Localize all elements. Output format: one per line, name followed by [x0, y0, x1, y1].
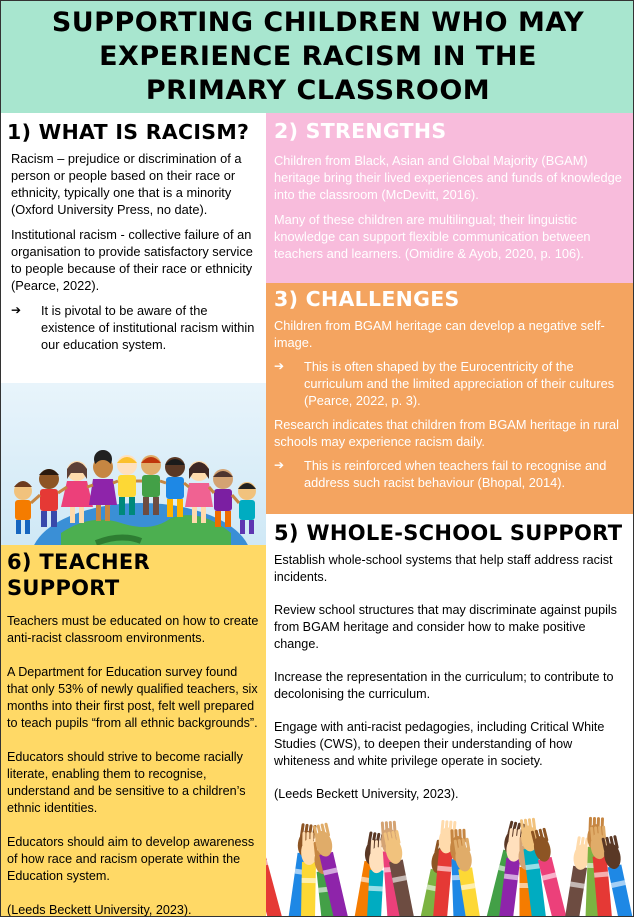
challenges-text-1: Children from BGAM heritage can develop a negative self-image. — [274, 318, 605, 350]
whole-school-citation: (Leeds Beckett University, 2023). — [274, 787, 459, 801]
children-globe-icon — [1, 383, 266, 545]
teacher-support-text-4: Educators should aim to develop awareness of how race and racism operate within the Education system. — [7, 835, 255, 883]
teacher-support-text-3: Educators should strive to become racially literate, enabling them to recognise, understand and be sensitive to a children’s ethnic identities. — [7, 750, 246, 815]
poster-title: SUPPORTING CHILDREN WHO MAY EXPERIENCE RACISM IN THE PRIMARY CLASSROOM — [51, 7, 585, 106]
bullet-text: This is reinforced when teachers fail to recognise and address such racist behaviour (Bhopal, 2014). — [304, 458, 607, 490]
bullet-item — [274, 457, 625, 491]
teacher-support-text-2: A Department for Education survey found that only 53% of newly qualified teachers, six months into their first post, felt well prepared to teach pupils “from all ethnic backgrounds”. — [7, 665, 258, 730]
teacher-support-text-1: Teachers must be educated on how to create anti-racist classroom environments. — [7, 614, 259, 645]
raised-hands-illustration — [266, 808, 634, 917]
challenges-text-2: Research indicates that children from BGAM heritage in rural schools may experience racism daily. — [274, 417, 619, 449]
strengths-text-2: Many of these children are multilingual; their linguistic knowledge can support flexible communication between teachers and learners. (Omidire & Ayob, 2020, p. 106). — [274, 212, 591, 261]
institutional-racism-definition: Institutional racism - collective failure of an organisation to provide satisfactory service to people because of their race or ethnicity (Pearce, 2022). — [11, 227, 253, 293]
bullet-item — [274, 358, 625, 409]
bullet-text: It is pivotal to be aware of the existence of institutional racism within our education system. — [41, 303, 255, 352]
arrow-bullet-icon: ➔ — [274, 458, 285, 472]
bullet-text: This is often shaped by the Eurocentricity of the curriculum and the limited appreciation of their cultures (Pearce, 2022, p. 3). — [304, 359, 615, 408]
strengths-panel — [266, 113, 634, 283]
teacher-support-heading: 6) TEACHER SUPPORT — [7, 550, 150, 600]
whole-school-panel — [266, 514, 634, 808]
whole-school-heading: 5) WHOLE-SCHOOL SUPPORT — [274, 521, 623, 545]
whole-school-text-4: Engage with anti-racist pedagogies, including Critical White Studies (CWS), to deepen their understanding of how whiteness and white privilege operate in society. — [274, 720, 605, 768]
children-globe-illustration — [1, 383, 266, 545]
arrow-bullet-icon: ➔ — [11, 303, 22, 317]
whole-school-text-1: Establish whole-school systems that help staff address racist incidents. — [274, 553, 613, 584]
raised-hands-icon — [266, 808, 634, 917]
strengths-heading: 2) STRENGTHS — [274, 119, 447, 143]
what-is-racism-heading: 1) WHAT IS RACISM? — [7, 120, 250, 144]
arrow-bullet-icon: ➔ — [274, 359, 285, 373]
whole-school-text-2: Review school structures that may discriminate against pupils from BGAM heritage and consider how to make positive change. — [274, 603, 617, 651]
challenges-panel — [266, 283, 634, 514]
what-is-racism-panel — [1, 113, 266, 383]
poster-header — [1, 1, 634, 113]
teacher-support-citation: (Leeds Beckett University, 2023). — [7, 903, 192, 917]
bullet-item — [7, 302, 258, 353]
racism-definition: Racism – prejudice or discrimination of a person or people based on their race or ethnicity, typically one that is a minority (Oxford University Press, no date). — [11, 151, 242, 217]
whole-school-text-3: Increase the representation in the curriculum; to contribute to decolonising the curriculum. — [274, 670, 614, 701]
challenges-heading: 3) CHALLENGES — [274, 287, 460, 311]
strengths-text-1: Children from Black, Asian and Global Majority (BGAM) heritage bring their lived experiences and funds of knowledge into the classroom (McDevitt, 2016). — [274, 153, 622, 202]
teacher-support-panel — [1, 545, 266, 917]
